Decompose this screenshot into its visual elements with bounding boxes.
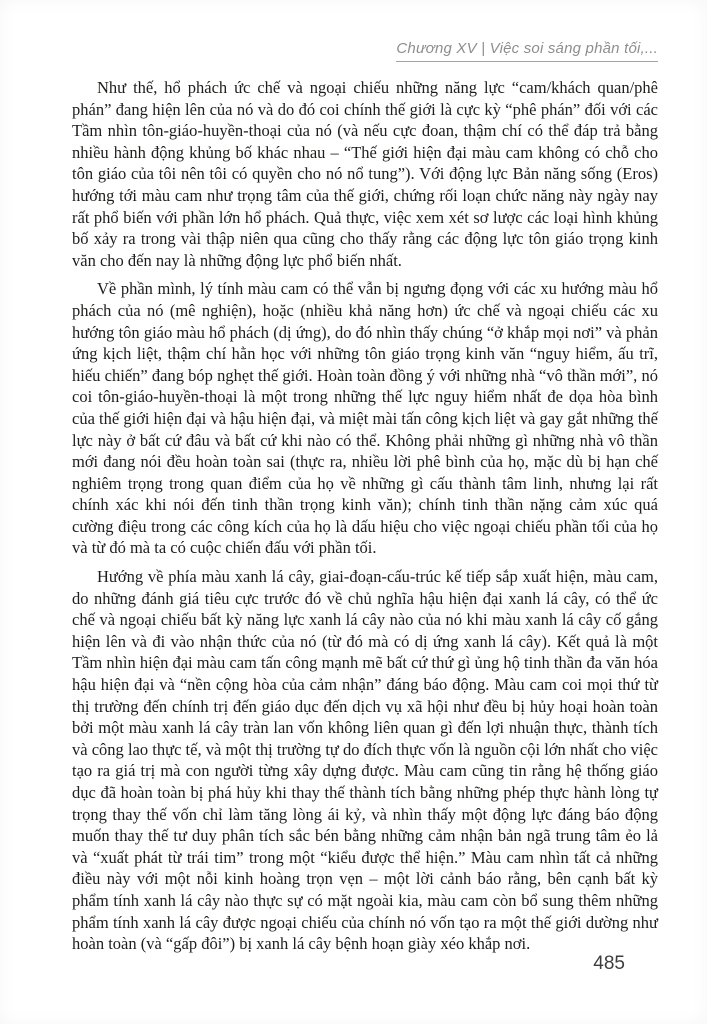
body-paragraph: Hướng về phía màu xanh lá cây, giai-đoạn-cấu-trúc kế tiếp sắp xuất hiện, màu cam, do những đánh giá tiêu cực trước đó về chủ nghĩa hậu hiện đại xanh lá cây, có thể ức chế và ngoại chiếu bất kỳ năng lực xanh lá cây nào của nó khi màu xanh lá cây cố gắng hiện lên và đi vào nhận thức của nó (từ đó mà có dị ứng xanh lá cây). Kết quả là một Tầm nhìn hiện đại màu cam tấn công mạnh mẽ bất cứ thứ gì ủng hộ tinh thần đa văn hóa hậu hiện đại và “nền cộng hòa của cảm nhận” đáng báo động. Màu cam coi mọi thứ từ thị trường đến chính trị đến giáo dục đến dịch vụ xã hội như đều bị hủy hoại hoàn toàn bởi một màu xanh lá cây tràn lan vốn không liên quan gì đến lợi nhuận thực, thành tích và công lao thực tế, và một thị trường tự do đích thực vốn là nguồn cội lớn nhất cho việc tạo ra giá trị mà con người từng xây dựng được. Màu cam cũng tin rằng hệ thống giáo dục đã hoàn toàn bị phá hủy khi thay thế thành tích bằng những phép thực hành lòng tự trọng thay thế vốn chỉ làm tăng lòng ái kỷ, và nhìn thấy một động lực đáng báo động muốn thay thế tư duy phân tích sắc bén bằng những cảm nhận bản ngã trung tâm ẻo lả và “xuất phát từ trái tim” trong một “kiểu được thể hiện.” Màu cam nhìn tất cả những điều này với một nỗi kinh hoàng trọn vẹn – một lời cảnh báo rằng, bên cạnh bất kỳ phẩm tính xanh lá cây nào thực sự có mặt ngoài kia, màu cam còn bổ sung thêm những phẩm tính xanh lá cây được ngoại chiếu của chính nó vốn tạo ra một thế giới dường như hoàn toàn (và “gấp đôi”) bị xanh lá cây bệnh hoạn giày xéo khắp nơi. (72, 567, 658, 954)
body-text (72, 77, 658, 962)
page-number: 485 (593, 953, 625, 974)
chapter-title: Chương XV | Việc soi sáng phần tối,... (396, 40, 658, 62)
body-paragraph: Như thế, hổ phách ức chế và ngoại chiếu những năng lực “cam/khách quan/phê phán” đang hiện lên của nó và do đó coi chính thế giới là cực kỳ “phê phán” đối với các Tầm nhìn tôn-giáo-huyền-thoại của nó (và nếu cực đoan, thậm chí có thể đáp trả bằng nhiều hành động khủng bố khác nhau – “Thế giới hiện đại màu cam không có chỗ cho tôn giáo của tôi nên tôi có quyền cho nó nổ tung”). Với động lực Bản năng sống (Eros) hướng tới màu cam như trọng tâm của thế giới, chứng rối loạn chức năng này ngày nay rất phổ biến với phần lớn hổ phách. Quả thực, việc xem xét sơ lược các loại hình khủng bố xảy ra trong vài thập niên qua cũng cho thấy rằng các động lực tôn giáo trọng kinh văn cho đến nay là những động lực phổ biến nhất. (72, 78, 658, 270)
running-header (396, 40, 658, 62)
body-paragraph: Về phần mình, lý tính màu cam có thể vẫn bị ngưng đọng với các xu hướng màu hổ phách của nó (mê nghiện), hoặc (nhiều khả năng hơn) ức chế và ngoại chiếu các xu hướng tôn giáo màu hổ phách (dị ứng), do đó nhìn thấy chúng “ở khắp mọi nơi” và phản ứng kịch liệt, thậm chí hằn học với những tôn giáo trọng kinh văn “nguy hiểm, ấu trĩ, hiếu chiến” đang bóp nghẹt thế giới. Hoàn toàn đồng ý với những nhà “vô thần mới”, nó coi tôn-giáo-huyền-thoại là một trong những thế lực nguy hiểm nhất đe dọa hòa bình của thế giới hiện đại và hậu hiện đại, và miệt mài tấn công kịch liệt và gay gắt những thế lực này ở bất cứ đâu và bất cứ khi nào có thể. Không phải những gì những nhà vô thần mới đang nói đều hoàn toàn sai (thực ra, nhiều lời phê bình của họ, mặc dù bị hạn chế nghiêm trọng trong quan điểm của họ về những gì cấu thành tâm linh, nhưng lại rất chính xác khi nói đến tinh thần trọng kinh văn); chính tinh thần nặng cảm xúc quá cường điệu trong các công kích của họ là dấu hiệu cho việc ngoại chiếu phần tối của họ và từ đó mà ta có cuộc chiến đấu với phần tối. (72, 279, 658, 558)
